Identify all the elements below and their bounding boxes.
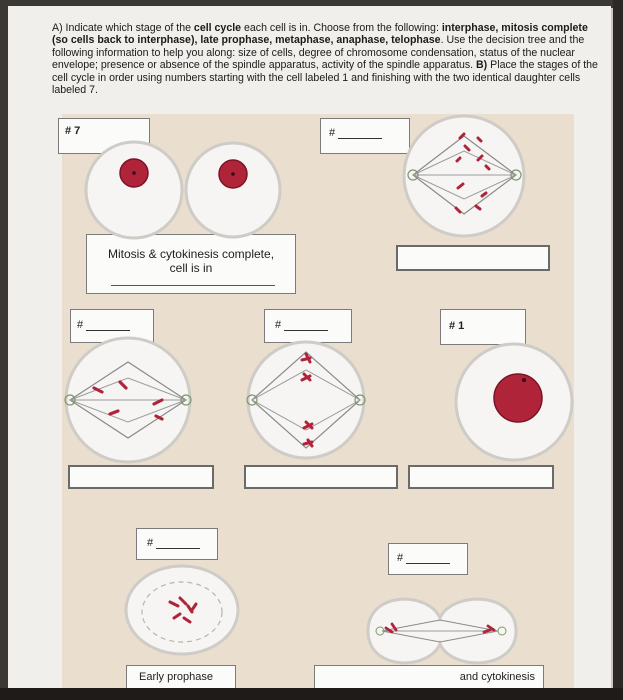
photo-frame-right [613, 0, 623, 700]
and-cytokinesis-label: and cytokinesis [459, 671, 535, 683]
label-number-blank: # [329, 127, 336, 139]
worksheet-page [8, 6, 611, 690]
anaphase-cell [404, 116, 524, 236]
label-number-1: # 1 [449, 320, 465, 332]
label-number-blank: # [77, 319, 84, 331]
mitosis-complete-line1: Mitosis & cytokinesis complete, [107, 247, 275, 261]
early-prophase-label: Early prophase [139, 671, 213, 683]
instr-a-bold2: interphase, mitosis complete (so cells back to interphase), late prophase, metaphase, anaphase, telophase [52, 22, 588, 47]
instr-a-rest: . Use the decision tree and the following information to help you along: size of cells, degree of chromosome condensation, status of the nuclear envelope; presence or absence of the spindle apparatus, activity of the spindle apparatus. [52, 34, 585, 72]
interphase-cell [456, 344, 572, 460]
instr-a-mid1: each cell is in. Choose from the following: [241, 22, 442, 34]
daughter-cell-left [86, 142, 182, 238]
instr-b-bold: B) [476, 59, 488, 72]
instr-a-prefix: A) Indicate which stage of the [52, 22, 194, 34]
instr-b-rest: Place the stages of the cell cycle in order using numbers starting with the cell labeled 1 and finishing with the two identical daughter cells labeled 7. [52, 59, 598, 97]
cell-drawings [8, 6, 611, 690]
label-number-blank: # [397, 552, 404, 564]
label-number-blank: # [275, 319, 282, 331]
label-number-7: # 7 [65, 125, 81, 137]
mitosis-complete-line2: cell is in [169, 261, 213, 275]
photo-frame-bottom [0, 688, 623, 700]
instr-a-bold1: cell cycle [193, 22, 242, 34]
late-prophase-cell [247, 342, 365, 458]
telophase-cell [368, 599, 516, 663]
label-number-blank: # [147, 537, 154, 549]
daughter-cell-right [186, 143, 280, 237]
early-prophase-cell [126, 566, 238, 654]
photo-frame-left [0, 0, 8, 700]
metaphase-cell [65, 338, 191, 462]
